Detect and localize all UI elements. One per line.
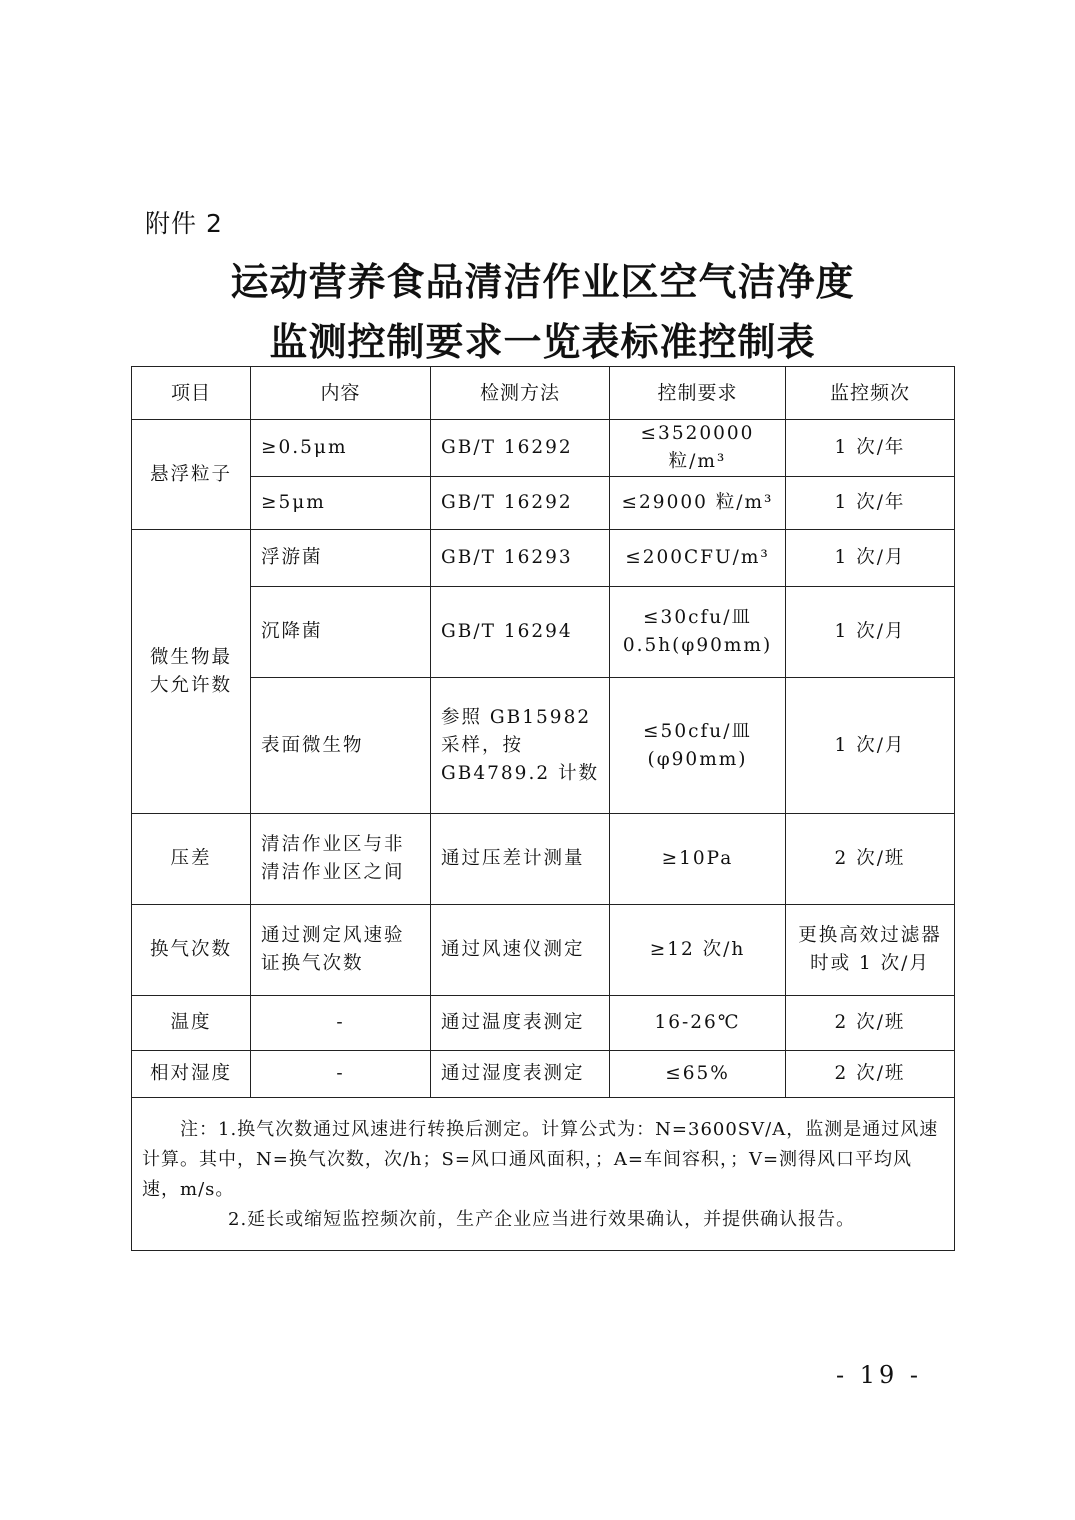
item-cell: 相对湿度 xyxy=(132,1051,251,1098)
requirement-cell: ≤65% xyxy=(610,1051,786,1098)
table-row xyxy=(132,814,955,905)
frequency-cell: 1 次/月 xyxy=(786,587,955,678)
header-method: 检测方法 xyxy=(431,367,610,420)
method-cell: 通过湿度表测定 xyxy=(431,1051,610,1098)
content-cell: ≥0.5μm xyxy=(251,420,431,477)
content-cell: 沉降菌 xyxy=(251,587,431,678)
method-cell: GB/T 16293 xyxy=(431,530,610,587)
content-cell: 通过测定风速验证换气次数 xyxy=(251,905,431,996)
item-cell: 温度 xyxy=(132,996,251,1051)
table-row xyxy=(132,477,955,530)
frequency-cell: 更换高效过滤器时或 1 次/月 xyxy=(786,905,955,996)
method-cell: 通过风速仪测定 xyxy=(431,905,610,996)
content-cell: - xyxy=(251,996,431,1051)
requirement-cell: ≤29000 粒/m³ xyxy=(610,477,786,530)
method-cell: GB/T 16292 xyxy=(431,420,610,477)
table-header-row xyxy=(132,367,955,420)
document-title-line1: 运动营养食品清洁作业区空气洁净度 xyxy=(230,259,855,304)
method-cell: 参照 GB15982 采样，按 GB4789.2 计数 xyxy=(431,678,610,814)
requirement-cell: ≥12 次/h xyxy=(610,905,786,996)
item-cell: 压差 xyxy=(132,814,251,905)
frequency-cell: 1 次/月 xyxy=(786,530,955,587)
requirement-cell: ≤30cfu/皿 0.5h(φ90mm) xyxy=(610,587,786,678)
content-cell: ≥5μm xyxy=(251,477,431,530)
frequency-cell: 2 次/班 xyxy=(786,996,955,1051)
content-cell: - xyxy=(251,1051,431,1098)
header-item: 项目 xyxy=(132,367,251,420)
requirement-cell: ≤200CFU/m³ xyxy=(610,530,786,587)
table-row xyxy=(132,678,955,814)
frequency-cell: 1 次/年 xyxy=(786,477,955,530)
table-row xyxy=(132,905,955,996)
item-cell: 微生物最大允许数 xyxy=(132,530,251,814)
content-cell: 浮游菌 xyxy=(251,530,431,587)
notes-cell xyxy=(132,1098,955,1251)
requirement-cell: ≤3520000 粒/m³ xyxy=(610,420,786,477)
note-2: 2.延长或缩短监控频次前，生产企业应当进行效果确认，并提供确认报告。 xyxy=(228,1209,856,1230)
method-cell: 通过压差计测量 xyxy=(431,814,610,905)
item-cell: 换气次数 xyxy=(132,905,251,996)
page-number: - 19 - xyxy=(836,1361,923,1389)
content-cell: 清洁作业区与非清洁作业区之间 xyxy=(251,814,431,905)
header-frequency: 监控频次 xyxy=(786,367,955,420)
control-table xyxy=(131,366,955,1251)
method-cell: GB/T 16292 xyxy=(431,477,610,530)
table-row xyxy=(132,587,955,678)
document-title-line2: 监测控制要求一览表标准控制表 xyxy=(269,319,816,364)
frequency-cell: 1 次/月 xyxy=(786,678,955,814)
requirement-cell: 16-26℃ xyxy=(610,996,786,1051)
table-row xyxy=(132,1051,955,1098)
note-1: 注：1.换气次数通过风速进行转换后测定。计算公式为：N=3600SV/A，监测是通过风速计算。其中，N=换气次数，次/h；S=风口通风面积，；A=车间容积，；V=测得风口平均风速，m/s。 xyxy=(142,1119,939,1200)
frequency-cell: 2 次/班 xyxy=(786,814,955,905)
requirement-cell: ≥10Pa xyxy=(610,814,786,905)
header-content: 内容 xyxy=(251,367,431,420)
table-row xyxy=(132,996,955,1051)
notes-row xyxy=(132,1098,955,1251)
frequency-cell: 2 次/班 xyxy=(786,1051,955,1098)
table-row xyxy=(132,530,955,587)
table-row xyxy=(132,420,955,477)
requirement-cell: ≤50cfu/皿(φ90mm) xyxy=(610,678,786,814)
method-cell: 通过温度表测定 xyxy=(431,996,610,1051)
item-cell: 悬浮粒子 xyxy=(132,420,251,530)
frequency-cell: 1 次/年 xyxy=(786,420,955,477)
header-requirement: 控制要求 xyxy=(610,367,786,420)
method-cell: GB/T 16294 xyxy=(431,587,610,678)
content-cell: 表面微生物 xyxy=(251,678,431,814)
attachment-label: 附件 2 xyxy=(145,209,223,238)
